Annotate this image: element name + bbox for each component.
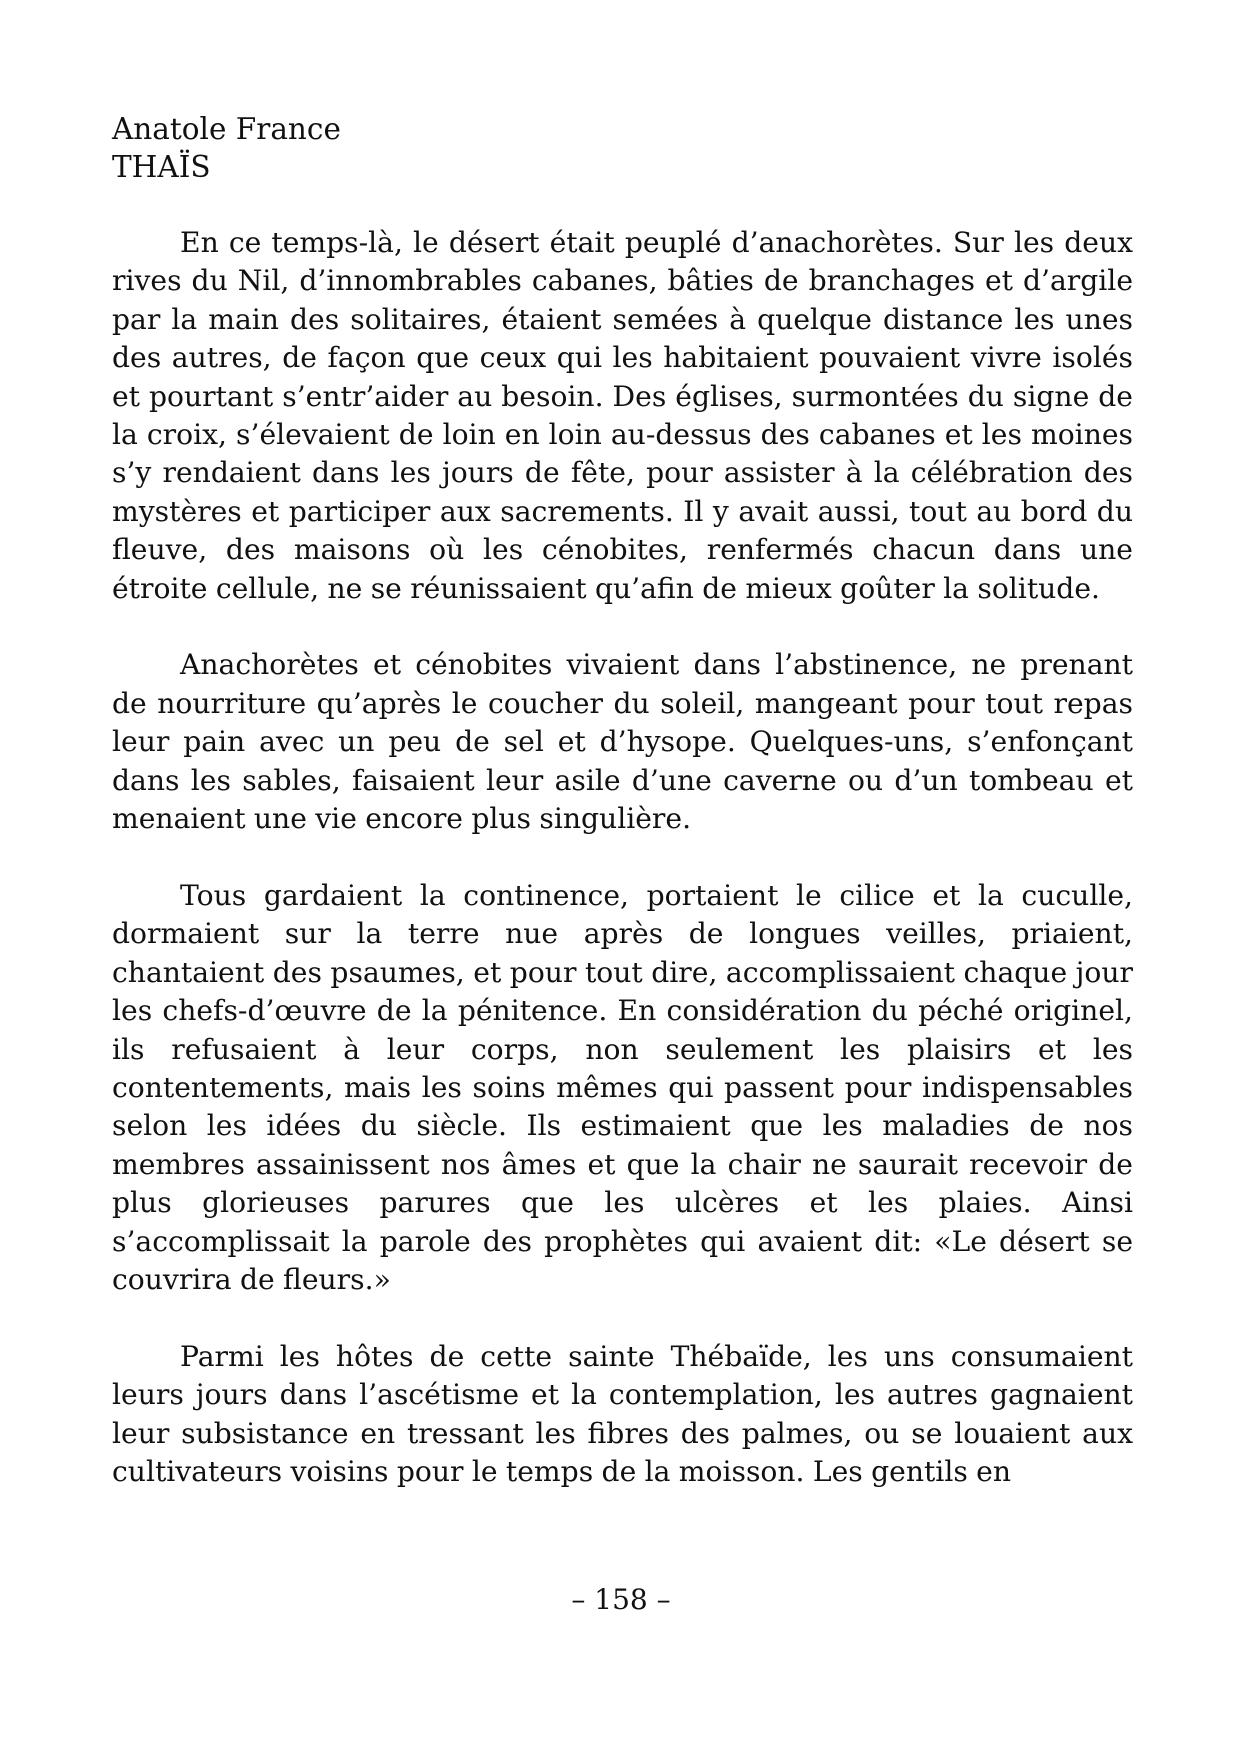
paragraph-1: En ce temps-là, le désert était peuplé d’anachorètes. Sur les deux rives du Nil, d’innombrables cabanes, bâties de branchages et d’argile par la main des solitaires, étaient semées à quelque distance les unes des autres, de façon que ceux qui les habitaient pouvaient vivre isolés et pourtant s’entr’aider au besoin. Des églises, surmontées du signe de la croix, s’élevaient de loin en loin au-dessus des cabanes et les moines s’y rendaient dans les jours de fête, pour assister à la célébration des mystères et participer aux sacrements. Il y avait aussi, tout au bord du fleuve, des maisons où les cénobites, renfermés chacun dans une étroite cellule, ne se réunissaient qu’afin de mieux goûter la solitude. (112, 226, 1133, 605)
page-content (112, 110, 1133, 1530)
page-number: – 158 – (571, 1583, 671, 1616)
author-name: Anatole France (112, 112, 341, 146)
paragraph-3: Tous gardaient la continence, portaient le cilice et la cuculle, dormaient sur la terre nue après de longues veilles, priaient, chantaient des psaumes, et pour tout dire, accomplissaient chaque jour les chefs-d’œuvre de la pénitence. En considération du péché originel, ils refusaient à leur corps, non seulement les plaisirs et les contentements, mais les soins mêmes qui passent pour indispensables selon les idées du siècle. Ils estimaient que les maladies de nos membres assainissent nos âmes et que la chair ne saurait recevoir de plus glorieuses parures que les ulcères et les plaies. Ainsi s’accomplissait la parole des prophètes qui avaient dit: «Le désert se couvrira de fleurs.» (112, 878, 1133, 1296)
paragraph-2: Anachorètes et cénobites vivaient dans l’abstinence, ne prenant de nourriture qu’après le coucher du soleil, mangeant pour tout repas leur pain avec un peu de sel et d’hysope. Quelques-uns, s’enfonçant dans les sables, faisaient leur asile d’une caverne ou d’un tombeau et menaient une vie encore plus singulière. (112, 648, 1133, 836)
book-title: THAÏS (112, 150, 211, 184)
paragraph-4: Parmi les hôtes de cette sainte Thébaïde, les uns consumaient leurs jours dans l’ascétisme et la contemplation, les autres gagnaient leur subsistance en tressant les fibres des palmes, ou se louaient aux cultivateurs voisins pour le temps de la moisson. Les gentils en (112, 1339, 1133, 1488)
